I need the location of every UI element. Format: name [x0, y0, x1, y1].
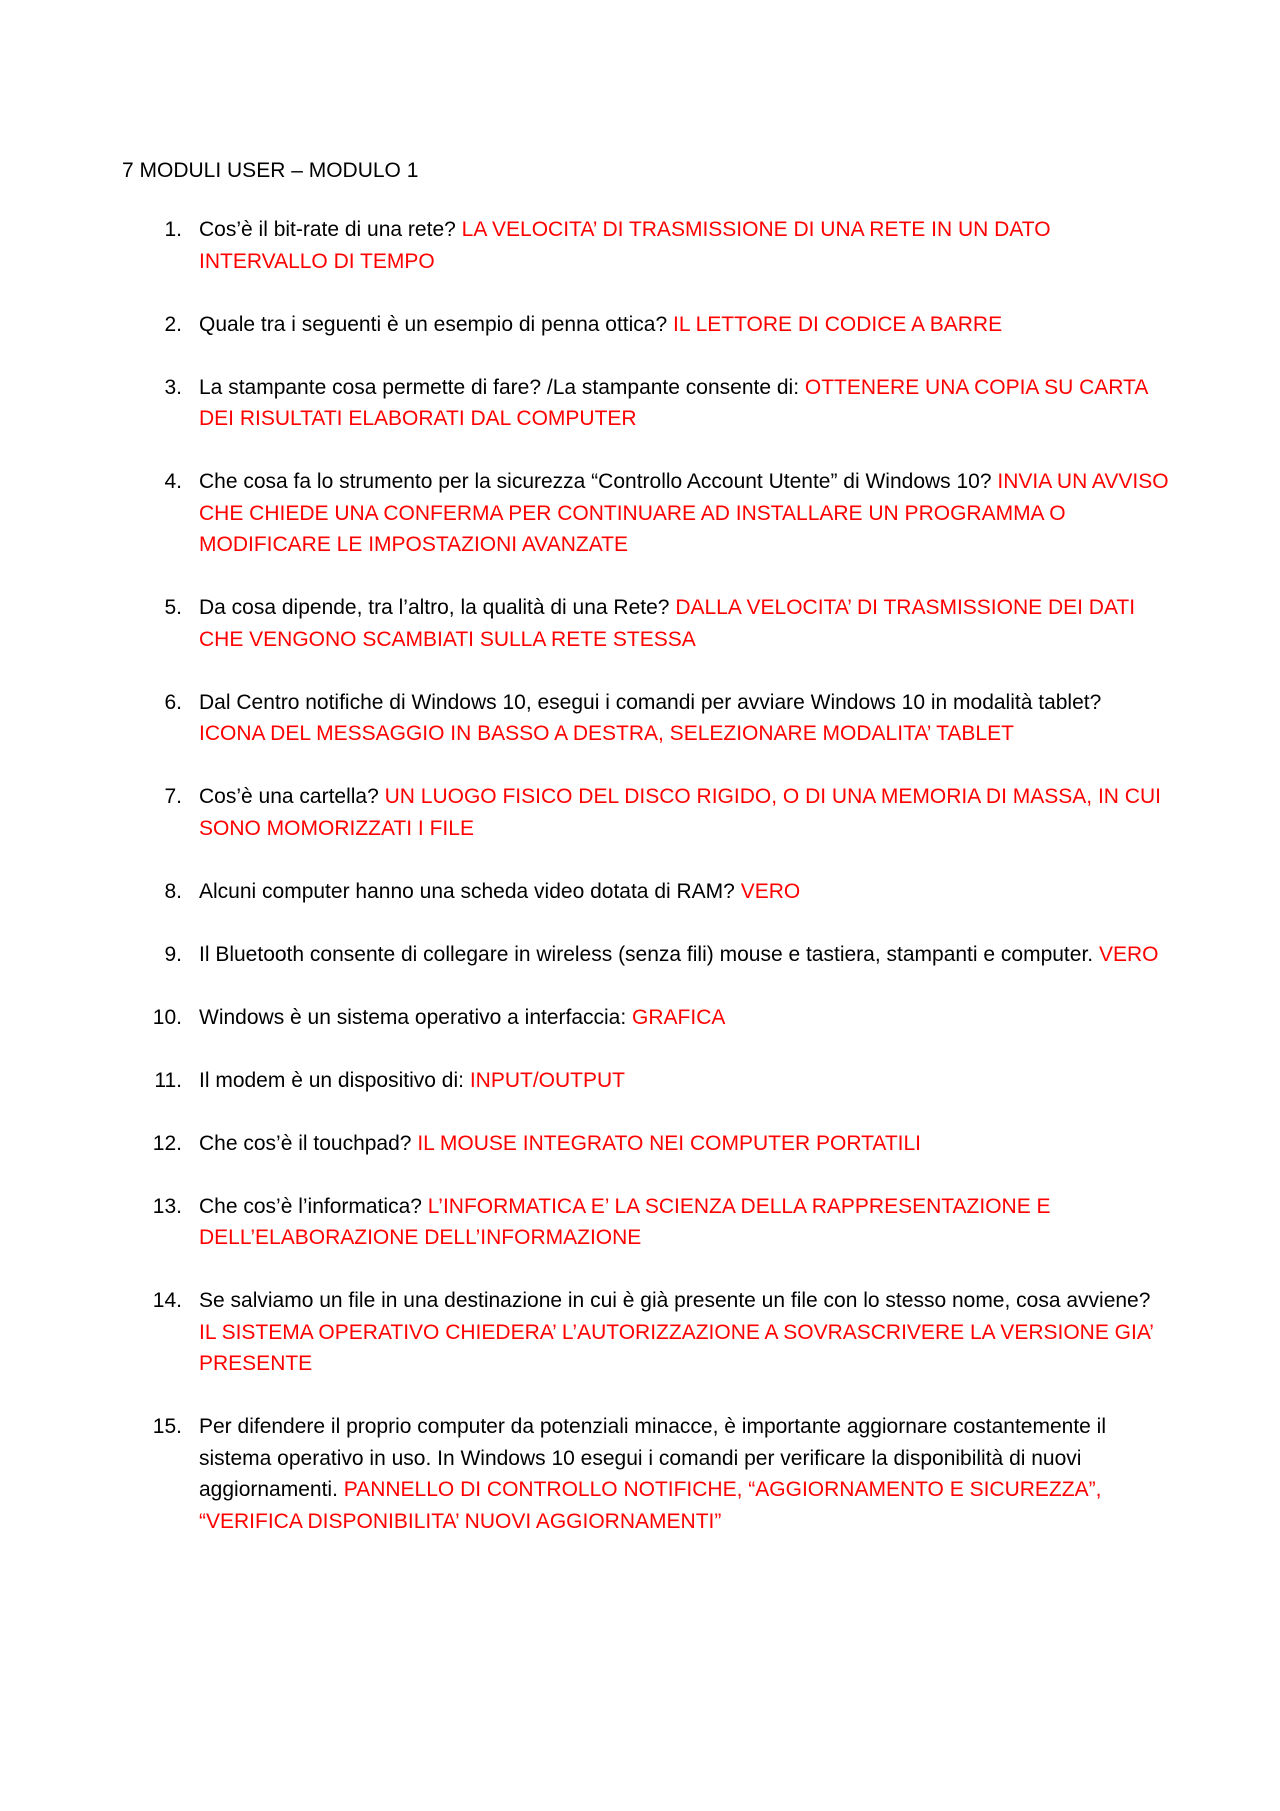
- question-item-9: [0, 939, 1280, 971]
- question-item-10: [0, 1002, 1280, 1034]
- question-item-4: [0, 466, 1280, 561]
- question-number: 5.: [164, 596, 182, 619]
- question-item-12: [0, 1128, 1280, 1160]
- question-item-14: [0, 1285, 1280, 1380]
- question-number: 11.: [154, 1068, 182, 1092]
- question-item-7: [0, 781, 1280, 844]
- answer-text: INPUT/OUTPUT: [469, 1068, 625, 1092]
- question-text: Windows è un sistema operativo a interfaccia:: [199, 1005, 627, 1029]
- question-text: Cos’è una cartella?: [199, 785, 379, 808]
- answer-text: L’INFORMATICA E’ LA SCIENZA DELLA RAPPRESENTAZIONE E DELL’ELABORAZIONE DELL’INFORMAZIONE: [199, 1194, 1051, 1249]
- question-number: 4.: [164, 470, 182, 493]
- question-text: La stampante cosa permette di fare? /La stampante consente di:: [199, 375, 800, 399]
- question-text: Se salviamo un file in una destinazione in cui è già presente un file con lo stesso nome, cosa avviene?: [199, 1289, 1151, 1312]
- question-number: 9.: [164, 942, 182, 966]
- answer-text: IL MOUSE INTEGRATO NEI COMPUTER PORTATILI: [417, 1131, 921, 1155]
- answer-text: VERO: [1098, 942, 1159, 966]
- question-number: 14.: [152, 1289, 182, 1312]
- question-item-8: [0, 876, 1280, 908]
- question-number: 1.: [164, 218, 182, 241]
- answer-text: PANNELLO DI CONTROLLO NOTIFICHE, “AGGIORNAMENTO E SICUREZZA”, “VERIFICA DISPONIBILITA’ NUOVI AGGIORNAMENTI”: [199, 1478, 1102, 1533]
- question-number: 2.: [164, 312, 182, 336]
- question-text: Per difendere il proprio computer da potenziali minacce, è importante aggiornare costantemente il sistema operativo in uso. In Windows 10 esegui i comandi per verificare la disponibilità di nuovi aggiornamenti.: [199, 1415, 1106, 1501]
- question-text: Quale tra i seguenti è un esempio di penna ottica?: [199, 312, 668, 336]
- answer-text: VERO: [740, 879, 801, 903]
- document-title: 7 MODULI USER – MODULO 1: [122, 159, 419, 182]
- question-item-2: [0, 309, 1280, 341]
- question-text: Alcuni computer hanno una scheda video dotata di RAM?: [199, 879, 735, 903]
- question-number: 6.: [164, 690, 182, 714]
- question-text: Il modem è un dispositivo di:: [199, 1068, 464, 1092]
- question-text: Che cos’è l’informatica?: [199, 1194, 422, 1218]
- answer-text: IL LETTORE DI CODICE A BARRE: [673, 312, 1003, 336]
- question-text: Dal Centro notifiche di Windows 10, esegui i comandi per avviare Windows 10 in modalità tablet?: [199, 690, 1102, 714]
- answer-text: IL SISTEMA OPERATIVO CHIEDERA’ L’AUTORIZZAZIONE A SOVRASCRIVERE LA VERSIONE GIA’ PRESENTE: [199, 1320, 1154, 1375]
- answer-text: DALLA VELOCITA’ DI TRASMISSIONE DEI DATI CHE VENGONO SCAMBIATI SULLA RETE STESSA: [199, 596, 1136, 651]
- question-number: 10.: [152, 1005, 182, 1029]
- question-number: 7.: [164, 785, 182, 808]
- question-text: Il Bluetooth consente di collegare in wireless (senza fili) mouse e tastiera, stampanti e computer.: [199, 942, 1094, 966]
- answer-text: UN LUOGO FISICO DEL DISCO RIGIDO, O DI UNA MEMORIA DI MASSA, IN CUI SONO MOMORIZZATI I FILE: [199, 785, 1161, 840]
- question-text: Che cos’è il touchpad?: [199, 1131, 412, 1155]
- answer-text: ICONA DEL MESSAGGIO IN BASSO A DESTRA, SELEZIONARE MODALITA’ TABLET: [199, 722, 1014, 745]
- question-item-5: [0, 592, 1280, 655]
- answer-text: OTTENERE UNA COPIA SU CARTA DEI RISULTATI ELABORATI DAL COMPUTER: [199, 375, 1148, 430]
- question-text: Da cosa dipende, tra l’altro, la qualità di una Rete?: [199, 596, 670, 619]
- question-item-3: [0, 372, 1280, 435]
- question-item-6: [0, 687, 1280, 750]
- question-number: 8.: [164, 879, 182, 903]
- question-list: [0, 214, 1280, 1569]
- question-item-15: [0, 1411, 1280, 1537]
- answer-text: INVIA UN AVVISO CHE CHIEDE UNA CONFERMA PER CONTINUARE AD INSTALLARE UN PROGRAMMA O MODIFICARE LE IMPOSTAZIONI AVANZATE: [199, 470, 1169, 556]
- question-number: 12.: [152, 1131, 182, 1155]
- question-item-11: [0, 1065, 1280, 1097]
- question-number: 3.: [164, 375, 182, 399]
- question-item-13: [0, 1191, 1280, 1254]
- question-number: 15.: [152, 1415, 182, 1438]
- question-item-1: [0, 214, 1280, 277]
- question-text: Che cosa fa lo strumento per la sicurezza “Controllo Account Utente” di Windows 10?: [199, 470, 992, 493]
- question-number: 13.: [152, 1194, 182, 1218]
- question-text: Cos’è il bit-rate di una rete?: [199, 218, 456, 241]
- answer-text: GRAFICA: [632, 1005, 726, 1029]
- answer-text: LA VELOCITA’ DI TRASMISSIONE DI UNA RETE IN UN DATO INTERVALLO DI TEMPO: [199, 218, 1051, 273]
